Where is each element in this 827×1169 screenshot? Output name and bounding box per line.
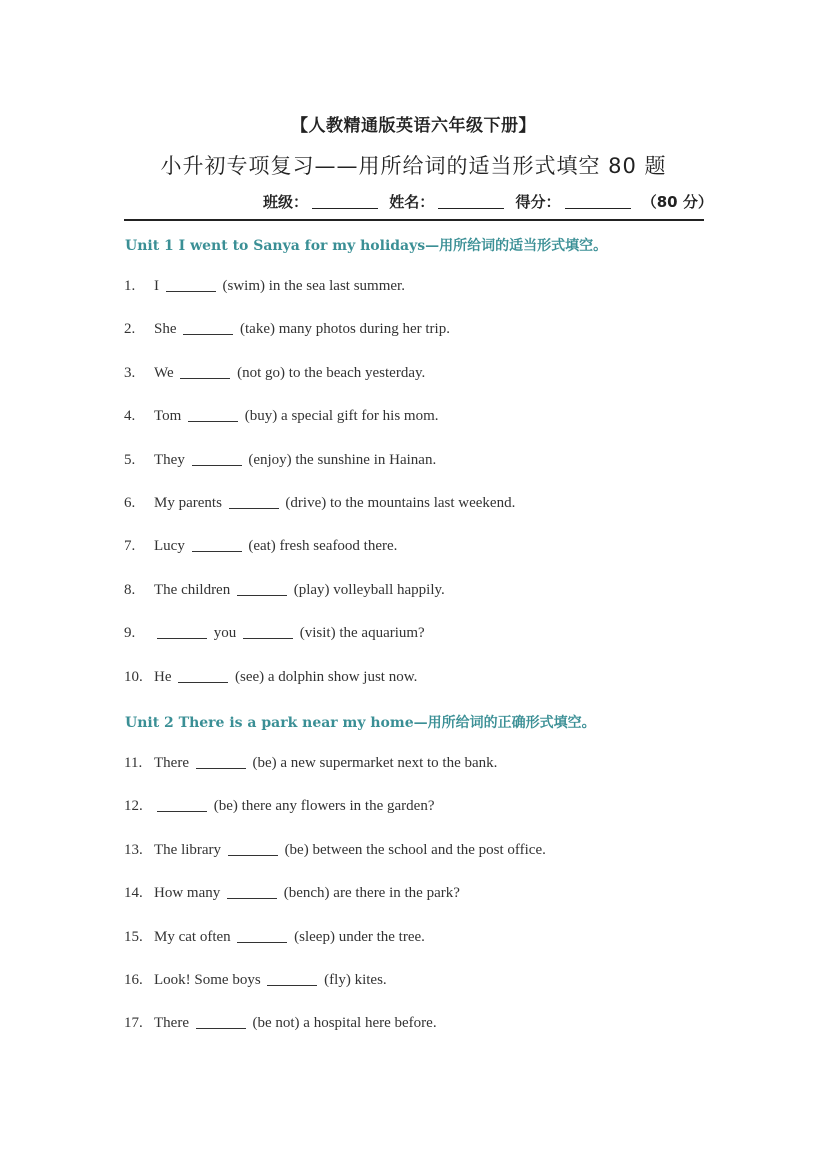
answer-blank[interactable] xyxy=(157,798,207,812)
question-text-before: Look! Some boys xyxy=(154,972,265,988)
question-item xyxy=(124,538,397,555)
question-number: 6. xyxy=(124,495,136,511)
question-item xyxy=(124,842,546,859)
question-number: 15. xyxy=(124,928,143,945)
question-item xyxy=(124,885,460,902)
question-item xyxy=(124,929,425,946)
question-text-after: (see) a dolphin show just now. xyxy=(231,668,418,685)
class-blank[interactable] xyxy=(312,194,378,209)
question-text-after: (be) a new supermarket next to the bank. xyxy=(248,755,498,771)
question-item xyxy=(124,625,425,642)
question-text-before: There xyxy=(154,1015,193,1032)
question-text-after: (drive) to the mountains last weekend. xyxy=(281,495,516,511)
question-text-before: The library xyxy=(154,841,225,858)
question-number: 2. xyxy=(124,321,136,338)
section-heading: Unit 1 I went to Sanya for my holidays—用所给词的适当形式填空。 xyxy=(125,238,608,254)
question-number: 14. xyxy=(124,885,143,902)
score-label: 得分： xyxy=(515,193,561,211)
series-title: 【人教精通版英语六年级下册】 xyxy=(291,116,536,136)
question-text-after: (fly) kites. xyxy=(320,972,387,988)
answer-blank[interactable] xyxy=(192,538,242,552)
question-item xyxy=(124,408,439,425)
question-text-before: He xyxy=(154,668,176,685)
answer-blank[interactable] xyxy=(243,625,293,639)
question-text-after: (be) there any flowers in the garden? xyxy=(210,798,435,815)
question-number: 17. xyxy=(124,1015,143,1032)
question-number: 13. xyxy=(124,841,143,858)
question-text-middle: you xyxy=(210,625,240,642)
question-item xyxy=(124,798,434,815)
total-score: （80 分） xyxy=(641,193,713,211)
header-divider xyxy=(124,219,704,221)
question-number: 12. xyxy=(124,798,143,815)
answer-blank[interactable] xyxy=(227,885,277,899)
name-label: 姓名： xyxy=(389,193,435,211)
question-text-after: (be) between the school and the post office. xyxy=(280,841,546,858)
question-text-before: My parents xyxy=(154,495,226,511)
question-text-before: The children xyxy=(154,581,234,598)
question-number: 10. xyxy=(124,668,143,685)
question-text-after: (eat) fresh seafood there. xyxy=(244,538,398,555)
question-text-after: (bench) are there in the park? xyxy=(280,885,460,902)
question-number: 11. xyxy=(124,755,143,771)
question-number: 8. xyxy=(124,581,136,598)
question-text-after: (not go) to the beach yesterday. xyxy=(233,364,426,381)
question-number: 7. xyxy=(124,538,136,555)
answer-blank[interactable] xyxy=(178,669,228,683)
question-text-before: How many xyxy=(154,885,224,902)
question-number: 9. xyxy=(124,625,136,642)
student-info-line xyxy=(263,191,713,212)
question-text-before: There xyxy=(154,755,193,771)
question-number: 5. xyxy=(124,451,136,468)
question-text-before: We xyxy=(154,364,178,381)
section-heading: Unit 2 There is a park near my home—用所给词的正确形式填空。 xyxy=(125,715,596,731)
answer-blank[interactable] xyxy=(188,408,238,422)
score-blank[interactable] xyxy=(565,194,631,209)
question-text-after: (enjoy) the sunshine in Hainan. xyxy=(244,451,437,468)
question-number: 16. xyxy=(124,972,143,988)
answer-blank[interactable] xyxy=(196,1015,246,1029)
question-item xyxy=(124,972,387,989)
question-item xyxy=(124,321,450,338)
question-text-before: Lucy xyxy=(154,538,189,555)
answer-blank[interactable] xyxy=(157,625,207,639)
question-text-before: She xyxy=(154,321,181,338)
question-item xyxy=(124,755,497,772)
answer-blank[interactable] xyxy=(196,755,246,769)
page-title: 小升初专项复习——用所给词的适当形式填空 80 题 xyxy=(160,154,667,178)
answer-blank[interactable] xyxy=(267,972,317,986)
question-item xyxy=(124,582,445,599)
question-text-after: (take) many photos during her trip. xyxy=(236,321,450,338)
question-text-after: (sleep) under the tree. xyxy=(290,928,425,945)
question-text-after: (buy) a special gift for his mom. xyxy=(241,408,439,425)
question-text-after: (visit) the aquarium? xyxy=(296,625,425,642)
question-item xyxy=(124,495,515,512)
answer-blank[interactable] xyxy=(183,321,233,335)
question-number: 1. xyxy=(124,278,136,294)
answer-blank[interactable] xyxy=(229,495,279,509)
answer-blank[interactable] xyxy=(237,582,287,596)
question-item xyxy=(124,278,405,295)
question-text-after: (swim) in the sea last summer. xyxy=(218,278,405,294)
question-item xyxy=(124,452,436,469)
class-label: 班级： xyxy=(263,193,309,211)
question-text-before: I xyxy=(154,278,163,294)
question-item xyxy=(124,365,425,382)
answer-blank[interactable] xyxy=(180,365,230,379)
question-text-before: My cat often xyxy=(154,928,235,945)
question-number: 3. xyxy=(124,364,136,381)
name-blank[interactable] xyxy=(438,194,504,209)
answer-blank[interactable] xyxy=(166,278,216,292)
answer-blank[interactable] xyxy=(228,842,278,856)
question-number: 4. xyxy=(124,408,136,425)
answer-blank[interactable] xyxy=(237,929,287,943)
question-text-after: (be not) a hospital here before. xyxy=(248,1015,437,1032)
answer-blank[interactable] xyxy=(192,452,242,466)
question-item xyxy=(124,1015,437,1032)
question-text-before: They xyxy=(154,451,189,468)
question-item xyxy=(124,669,417,686)
question-text-before: Tom xyxy=(154,408,186,425)
question-text-after: (play) volleyball happily. xyxy=(289,581,445,598)
